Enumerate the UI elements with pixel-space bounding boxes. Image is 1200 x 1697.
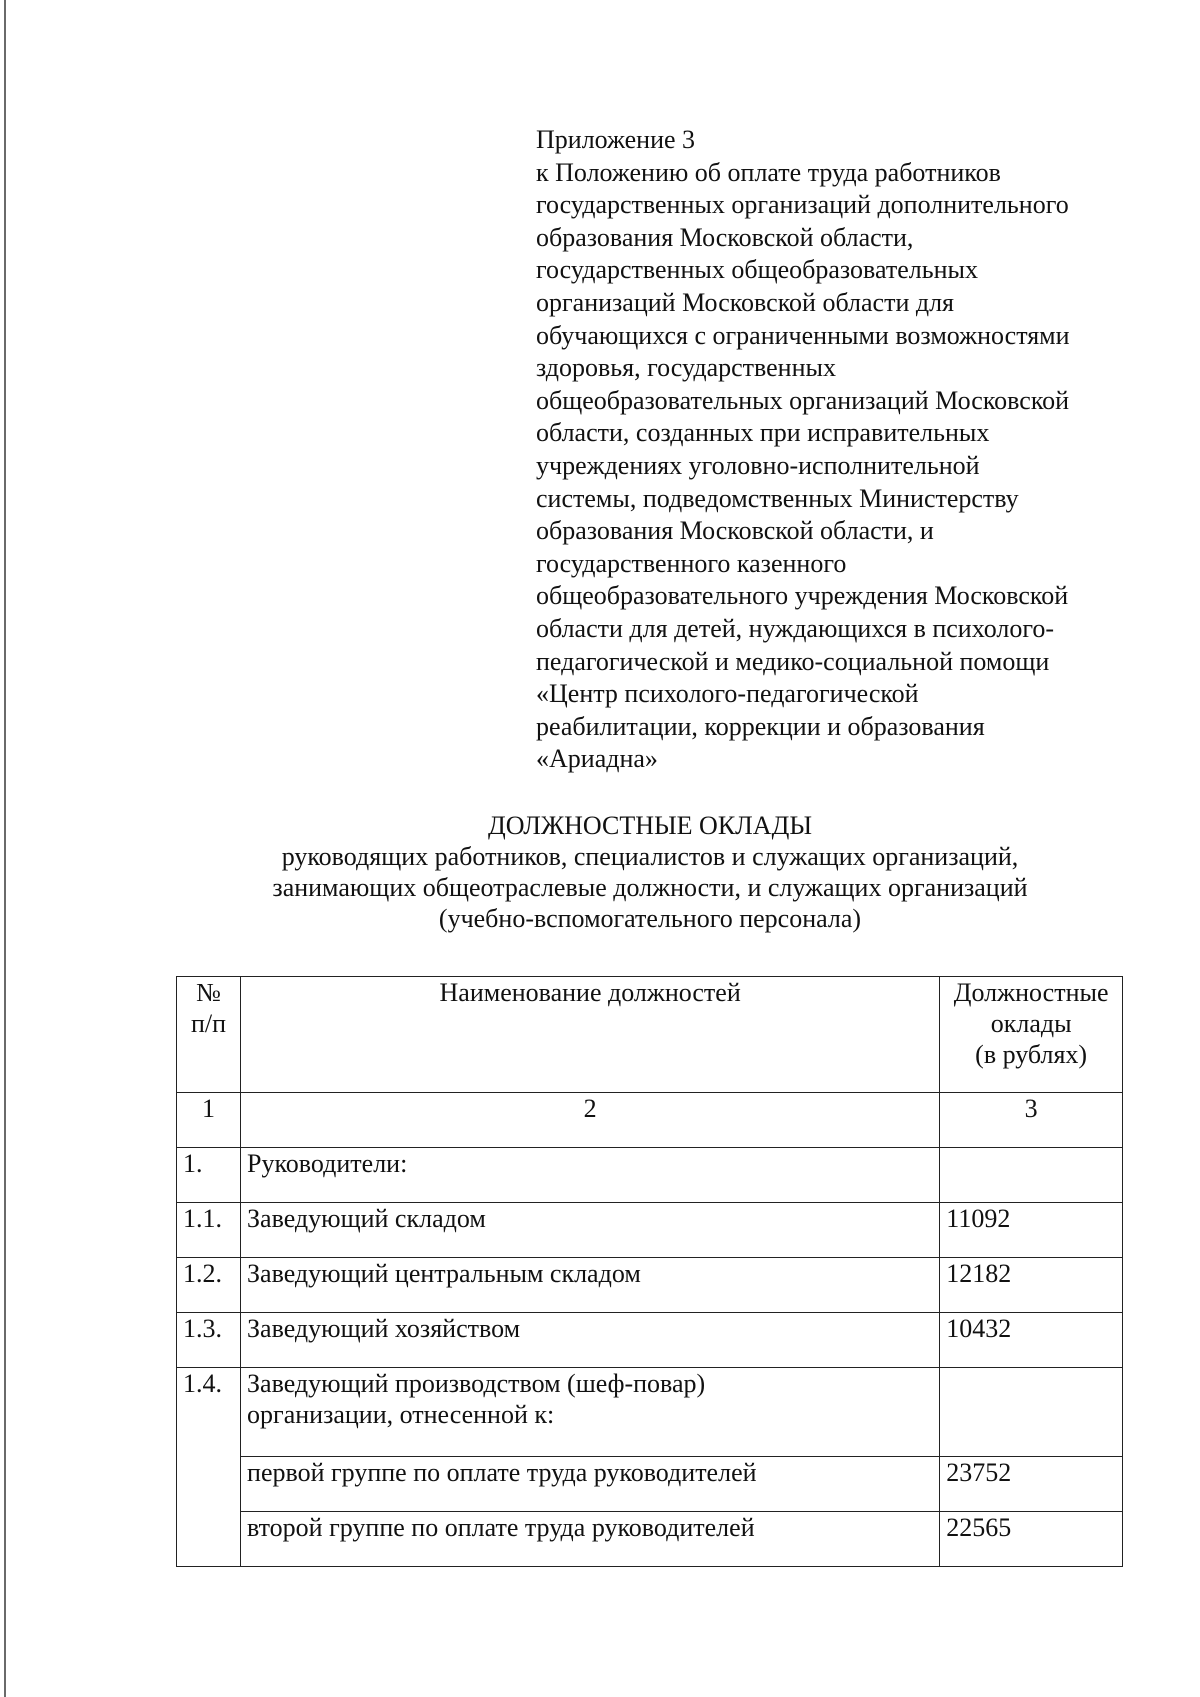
column-number: 1 xyxy=(177,1093,241,1148)
appendix-line: области, созданных при исправительных xyxy=(536,418,990,448)
subrow-salary: 22565 xyxy=(940,1512,1123,1567)
table-row xyxy=(177,1258,1123,1313)
row-salary: 12182 xyxy=(940,1258,1123,1313)
header-number xyxy=(177,977,241,1093)
header-position-name: Наименование должностей xyxy=(241,977,940,1093)
row-position-name: Руководители: xyxy=(241,1148,940,1203)
table-row xyxy=(177,1148,1123,1203)
appendix-line: реабилитации, коррекции и образования xyxy=(536,711,985,741)
appendix-line: государственного казенного xyxy=(536,548,847,578)
header-number-line: № xyxy=(196,978,221,1007)
row-position-name xyxy=(241,1368,940,1457)
row-position-name-line: организации, отнесенной к: xyxy=(247,1400,555,1429)
table-header-row xyxy=(177,977,1123,1093)
appendix-line: организаций Московской области для xyxy=(536,287,955,317)
row-salary xyxy=(940,1148,1123,1203)
document-title: ДОЛЖНОСТНЫЕ ОКЛАДЫ xyxy=(487,811,812,840)
appendix-line: области для детей, нуждающихся в психолого- xyxy=(536,613,1055,643)
document-subtitle-line: (учебно-вспомогательного персонала) xyxy=(438,904,862,933)
table-row xyxy=(177,1313,1123,1368)
appendix-line: образования Московской области, xyxy=(536,222,914,252)
table-subrow xyxy=(177,1512,1123,1567)
appendix-line: к Положению об оплате труда работников xyxy=(536,157,1001,187)
appendix-line: Приложение 3 xyxy=(536,125,696,154)
appendix-line: государственных общеобразовательных xyxy=(536,255,978,285)
document-heading xyxy=(0,810,1200,934)
appendix-line: здоровья, государственных xyxy=(536,353,836,383)
row-position-name: Заведующий хозяйством xyxy=(241,1313,940,1368)
row-number: 1. xyxy=(177,1148,241,1203)
appendix-line: обучающихся с ограниченными возможностями xyxy=(536,320,1070,350)
row-number: 1.2. xyxy=(177,1258,241,1313)
appendix-line: образования Московской области, и xyxy=(536,516,934,546)
column-number: 2 xyxy=(241,1093,940,1148)
row-salary: 11092 xyxy=(940,1203,1123,1258)
header-salary-line: Должностные xyxy=(953,978,1109,1007)
subrow-position-name: первой группе по оплате труда руководителей xyxy=(241,1457,940,1512)
document-subtitle-line: занимающих общеотраслевые должности, и служащих организаций xyxy=(272,873,1028,902)
header-salary xyxy=(940,977,1123,1093)
row-position-name: Заведующий складом xyxy=(241,1203,940,1258)
header-salary-line: оклады xyxy=(990,1009,1072,1038)
row-number: 1.4. xyxy=(177,1368,241,1567)
row-number: 1.1. xyxy=(177,1203,241,1258)
table-subrow xyxy=(177,1457,1123,1512)
appendix-line: государственных организаций дополнительного xyxy=(536,190,1069,220)
document-subtitle-line: руководящих работников, специалистов и служащих организаций, xyxy=(281,842,1019,871)
row-number: 1.3. xyxy=(177,1313,241,1368)
salary-table xyxy=(176,976,1123,1567)
column-number: 3 xyxy=(940,1093,1123,1148)
header-number-line: п/п xyxy=(190,1009,227,1038)
appendix-line: общеобразовательных организаций Московской xyxy=(536,385,1070,415)
subrow-position-name: второй группе по оплате труда руководителей xyxy=(241,1512,940,1567)
table-row xyxy=(177,1203,1123,1258)
subrow-salary: 23752 xyxy=(940,1457,1123,1512)
table-row xyxy=(177,1368,1123,1457)
column-number-row xyxy=(177,1093,1123,1148)
appendix-line: системы, подведомственных Министерству xyxy=(536,483,1019,513)
row-salary: 10432 xyxy=(940,1313,1123,1368)
header-salary-line: (в рублях) xyxy=(975,1040,1088,1069)
row-position-name-line: Заведующий производством (шеф-повар) xyxy=(247,1369,706,1398)
appendix-line: общеобразовательного учреждения Московской xyxy=(536,581,1069,611)
appendix-line: учреждениях уголовно-исполнительной xyxy=(536,450,980,480)
appendix-note xyxy=(536,124,1136,776)
appendix-line: педагогической и медико-социальной помощи xyxy=(536,646,1050,676)
appendix-line: «Центр психолого-педагогической xyxy=(536,679,919,709)
appendix-line: «Ариадна» xyxy=(536,744,658,774)
row-salary xyxy=(940,1368,1123,1457)
row-position-name: Заведующий центральным складом xyxy=(241,1258,940,1313)
